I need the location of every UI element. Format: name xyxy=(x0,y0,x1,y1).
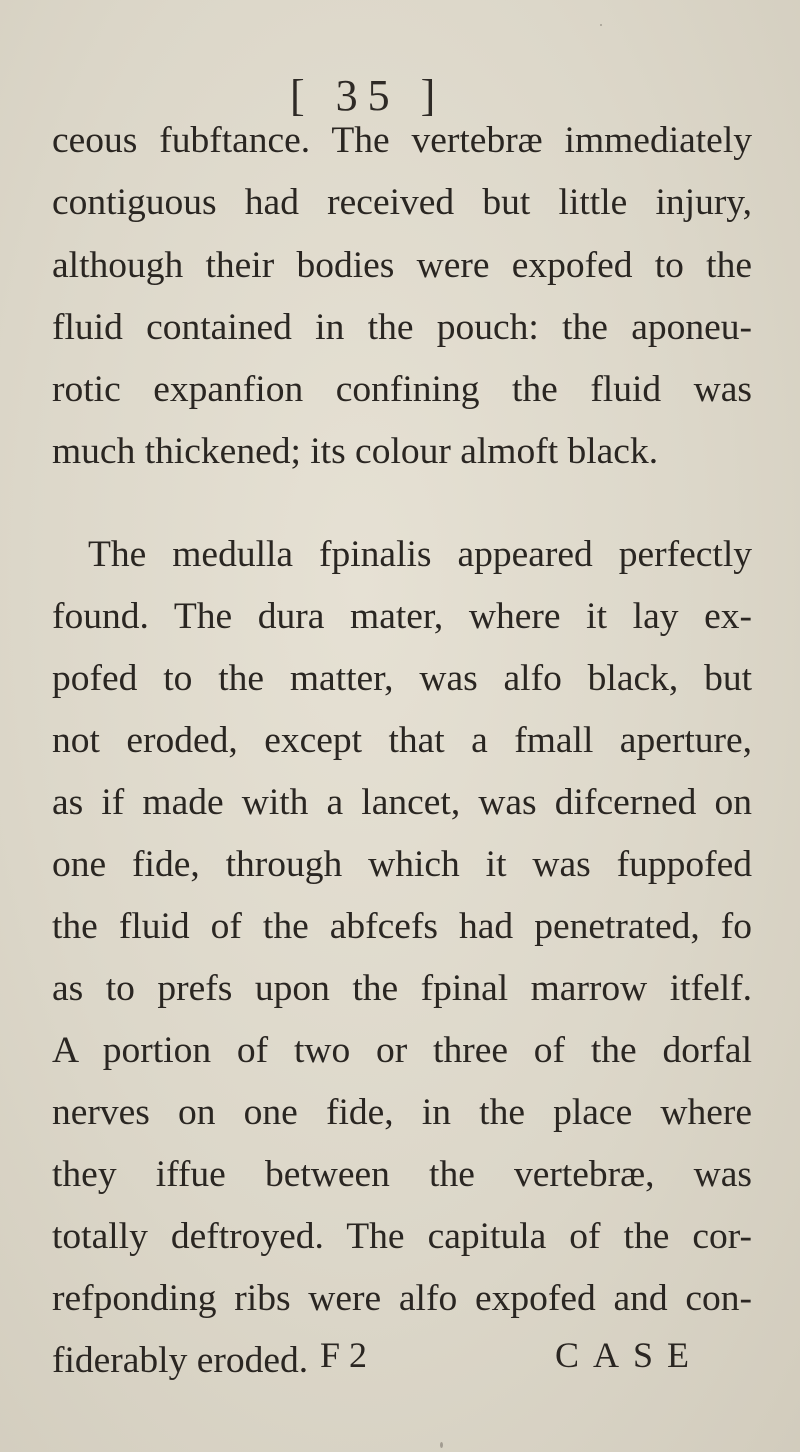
text-line: the fluid of the abfcefs had penetrated, fo xyxy=(52,906,752,947)
text-line: refponding ribs were alfo expofed and con- xyxy=(52,1278,752,1319)
text-line: they iffue between the vertebræ, was xyxy=(52,1154,752,1195)
text-line: found. The dura mater, where it lay ex- xyxy=(52,596,752,637)
paper-speck xyxy=(600,24,602,26)
page-number: [ 35 ] xyxy=(290,71,446,120)
text-line: much thickened; its colour almoft black. xyxy=(52,431,659,472)
text-line: The medulla fpinalis appeared perfectly xyxy=(88,534,752,575)
signature-mark: F 2 xyxy=(320,1335,368,1375)
text-line: fiderably eroded. xyxy=(52,1340,309,1381)
text-line: one fide, through which it was fuppofed xyxy=(52,844,752,885)
text-line: nerves on one fide, in the place where xyxy=(52,1092,752,1133)
text-line: A portion of two or three of the dorfal xyxy=(52,1030,752,1071)
text-line: not eroded, except that a fmall aperture, xyxy=(52,720,752,761)
text-line: pofed to the matter, was alfo black, but xyxy=(52,658,752,699)
text-line: totally deftroyed. The capitula of the cor- xyxy=(52,1216,752,1257)
text-line: although their bodies were expofed to the xyxy=(52,245,752,286)
text-line: as if made with a lancet, was difcerned on xyxy=(52,782,752,823)
text-line: as to prefs upon the fpinal marrow itfelf. xyxy=(52,968,752,1009)
text-line: rotic expanfion confining the fluid was xyxy=(52,369,752,410)
catchword: CASE xyxy=(555,1335,704,1375)
text-line: contiguous had received but little injury, xyxy=(52,182,752,223)
text-line: fluid contained in the pouch: the aponeu- xyxy=(52,307,752,348)
text-line: ceous fubftance. The vertebræ immediately xyxy=(52,120,752,161)
paper-speck xyxy=(440,1442,443,1448)
